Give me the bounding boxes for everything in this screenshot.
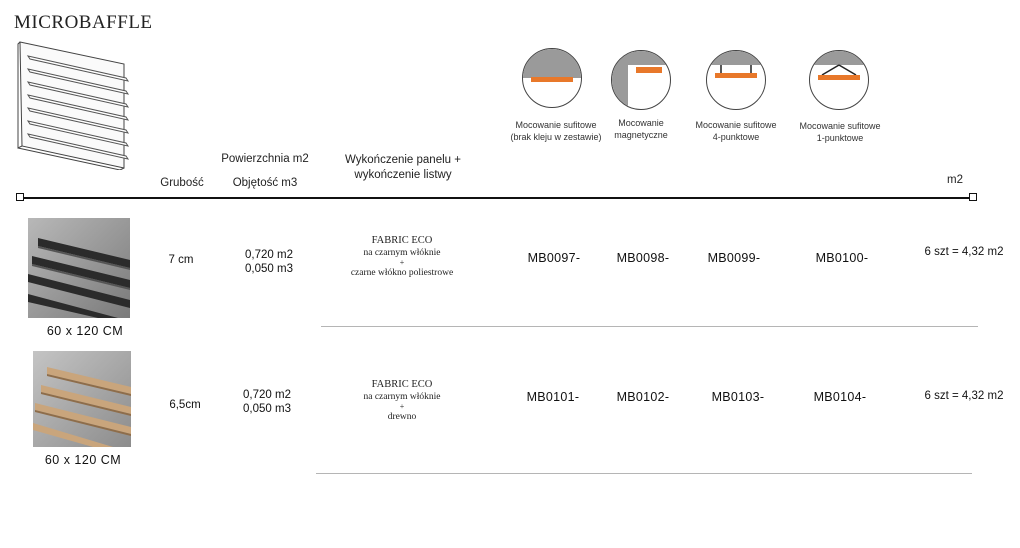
page-title: MICROBAFFLE xyxy=(14,12,153,33)
header-volume: Objętość m3 xyxy=(232,177,298,189)
row2-size: 60 x 120 CM xyxy=(44,453,122,467)
row2-separator xyxy=(316,473,972,474)
product-photo-black xyxy=(28,218,130,318)
row1-thickness: 7 cm xyxy=(168,254,194,266)
header-divider xyxy=(20,197,974,199)
row1-code-one-point: MB0100- xyxy=(815,251,869,265)
magnetic-mount-icon xyxy=(611,50,671,110)
row2-code-ceiling: MB0101- xyxy=(526,390,580,404)
row1-quantity: 6 szt = 4,32 m2 xyxy=(924,246,1004,258)
row1-code-ceiling: MB0097- xyxy=(527,251,581,265)
row2-code-one-point: MB0104- xyxy=(813,390,867,404)
row2-quantity: 6 szt = 4,32 m2 xyxy=(924,390,1004,402)
mount-label-one-point: Mocowanie sufitowe 1-punktowe xyxy=(799,121,881,143)
row2-thickness: 6,5cm xyxy=(169,399,201,411)
row1-finish: FABRIC ECO na czarnym włóknie + czarne włókno poliestrowe xyxy=(350,235,454,278)
header-finish: Wykończenie panelu + wykończenie listwy xyxy=(345,154,461,181)
row2-finish: FABRIC ECO na czarnym włóknie + drewno xyxy=(363,379,441,422)
row1-size: 60 x 120 CM xyxy=(46,324,124,338)
header-area: Powierzchnia m2 xyxy=(221,153,309,165)
row1-code-four-point: MB0099- xyxy=(707,251,761,265)
row2-code-four-point: MB0103- xyxy=(711,390,765,404)
four-point-mount-icon xyxy=(706,50,766,110)
header-m2: m2 xyxy=(947,174,963,186)
mount-label-magnetic: Mocowanie magnetyczne xyxy=(614,118,668,140)
row1-code-magnetic: MB0098- xyxy=(616,251,670,265)
row1-area-volume: 0,720 m2 0,050 m3 xyxy=(245,249,293,275)
mount-label-ceiling: Mocowanie sufitowe (brak kleju w zestawie) xyxy=(510,120,602,142)
divider-cap-right xyxy=(969,193,977,201)
row2-area-volume: 0,720 m2 0,050 m3 xyxy=(243,389,291,415)
one-point-mount-icon xyxy=(809,50,869,110)
row1-separator xyxy=(321,326,978,327)
divider-cap-left xyxy=(16,193,24,201)
panel-drawing xyxy=(14,40,134,170)
product-photo-wood xyxy=(33,351,131,447)
mount-label-four-point: Mocowanie sufitowe 4-punktowe xyxy=(695,120,777,142)
header-thickness: Grubość xyxy=(160,177,204,189)
ceiling-mount-icon xyxy=(522,48,582,108)
row2-code-magnetic: MB0102- xyxy=(616,390,670,404)
